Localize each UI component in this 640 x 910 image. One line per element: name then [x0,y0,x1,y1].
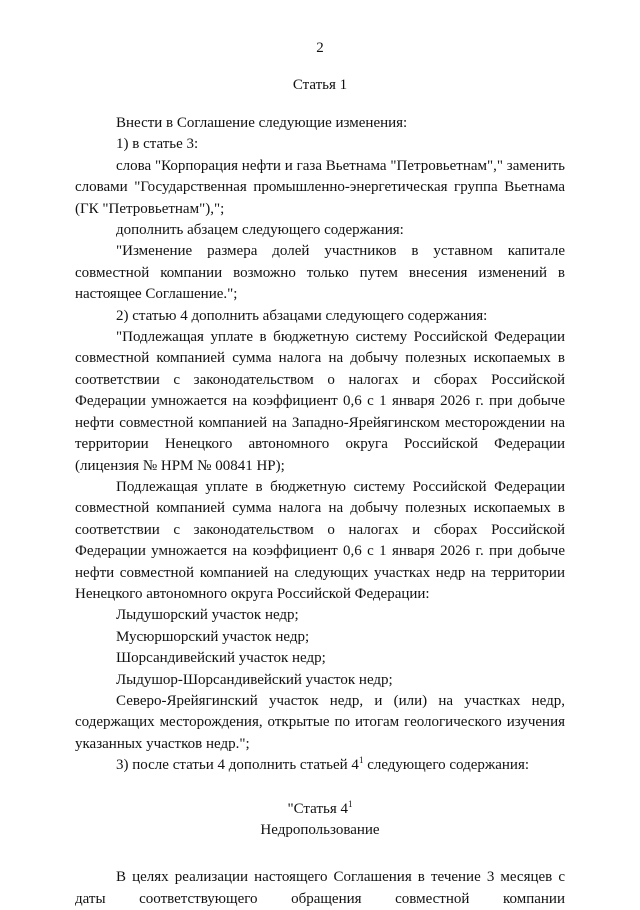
article-heading: Статья 1 [292,77,348,93]
paragraph: В целях реализации настоящего Соглашения в течение 3 месяцев с даты соответствующего обращения совместной компании [75,869,565,907]
new-article-heading [75,799,565,820]
paragraph: дополнить абзацем следующего содержания: [116,222,404,239]
page-number: 2 [316,40,324,56]
document-body [75,113,565,910]
list-item: Мусюршорский участок недр; [116,628,310,645]
quoted-paragraph: "Подлежащая уплате в бюджетную систему Российской Федерации совместной компанией сумма налога на добычу полезных ископаемых в соответствии с законодательством о налогах и сборах Российской Федерации умножается на коэффициент 0,6 с 1 января 2026 г. при добыче нефти совместной компанией на Западно-Ярейягинском месторождении на территории Ненецкого автономного округа Российской Федерации (лицензия № НРМ № 00841 НР); [75,329,565,474]
new-article-title: Недропользование [260,822,380,838]
list-item: Шорсандивейский участок недр; [116,650,326,667]
paragraph: Подлежащая уплате в бюджетную систему Российской Федерации совместной компанией сумма налога на добычу полезных ископаемых в соответствии с законодательством о налогах и сборах Российской Федерации умножается на коэффициент 0,6 с 1 января 2026 г. при добыче нефти совместной компанией на следующих участках недр на территории Ненецкого автономного округа Российской Федерации: [75,478,565,602]
paragraph: Северо-Ярейягинский участок недр, и (или) на участках недр, содержащих месторождения, открытые по итогам геологического изучения указанных участков недр."; [75,692,565,752]
paragraph: Внести в Соглашение следующие изменения: [116,115,408,131]
paragraph: 2) статью 4 дополнить абзацами следующего содержания: [116,307,488,324]
quoted-paragraph: "Изменение размера долей участников в уставном капитале совместной компании возможно только путем внесения изменений в настоящее Соглашение."; [75,243,565,303]
paragraph-text: следующего содержания: [363,757,530,774]
heading-text: "Статья 4 [287,800,348,817]
paragraph: слова "Корпорация нефти и газа Вьетнама "Петровьетнам"," заменить словами "Государственная промышленно-энергетическая группа Вьетнама (ГК "Петровьетнам"),"; [75,157,565,217]
list-item: Лыдушорский участок недр; [116,607,299,624]
paragraph-text: 3) после статьи 4 дополнить статьей 4 [116,757,359,774]
list-item: Лыдушор-Шорсандивейский участок недр; [116,671,393,688]
paragraph: 1) в статье 3: [116,136,199,153]
superscript: 1 [358,755,364,766]
paragraph [75,755,565,776]
superscript: 1 [347,798,353,809]
